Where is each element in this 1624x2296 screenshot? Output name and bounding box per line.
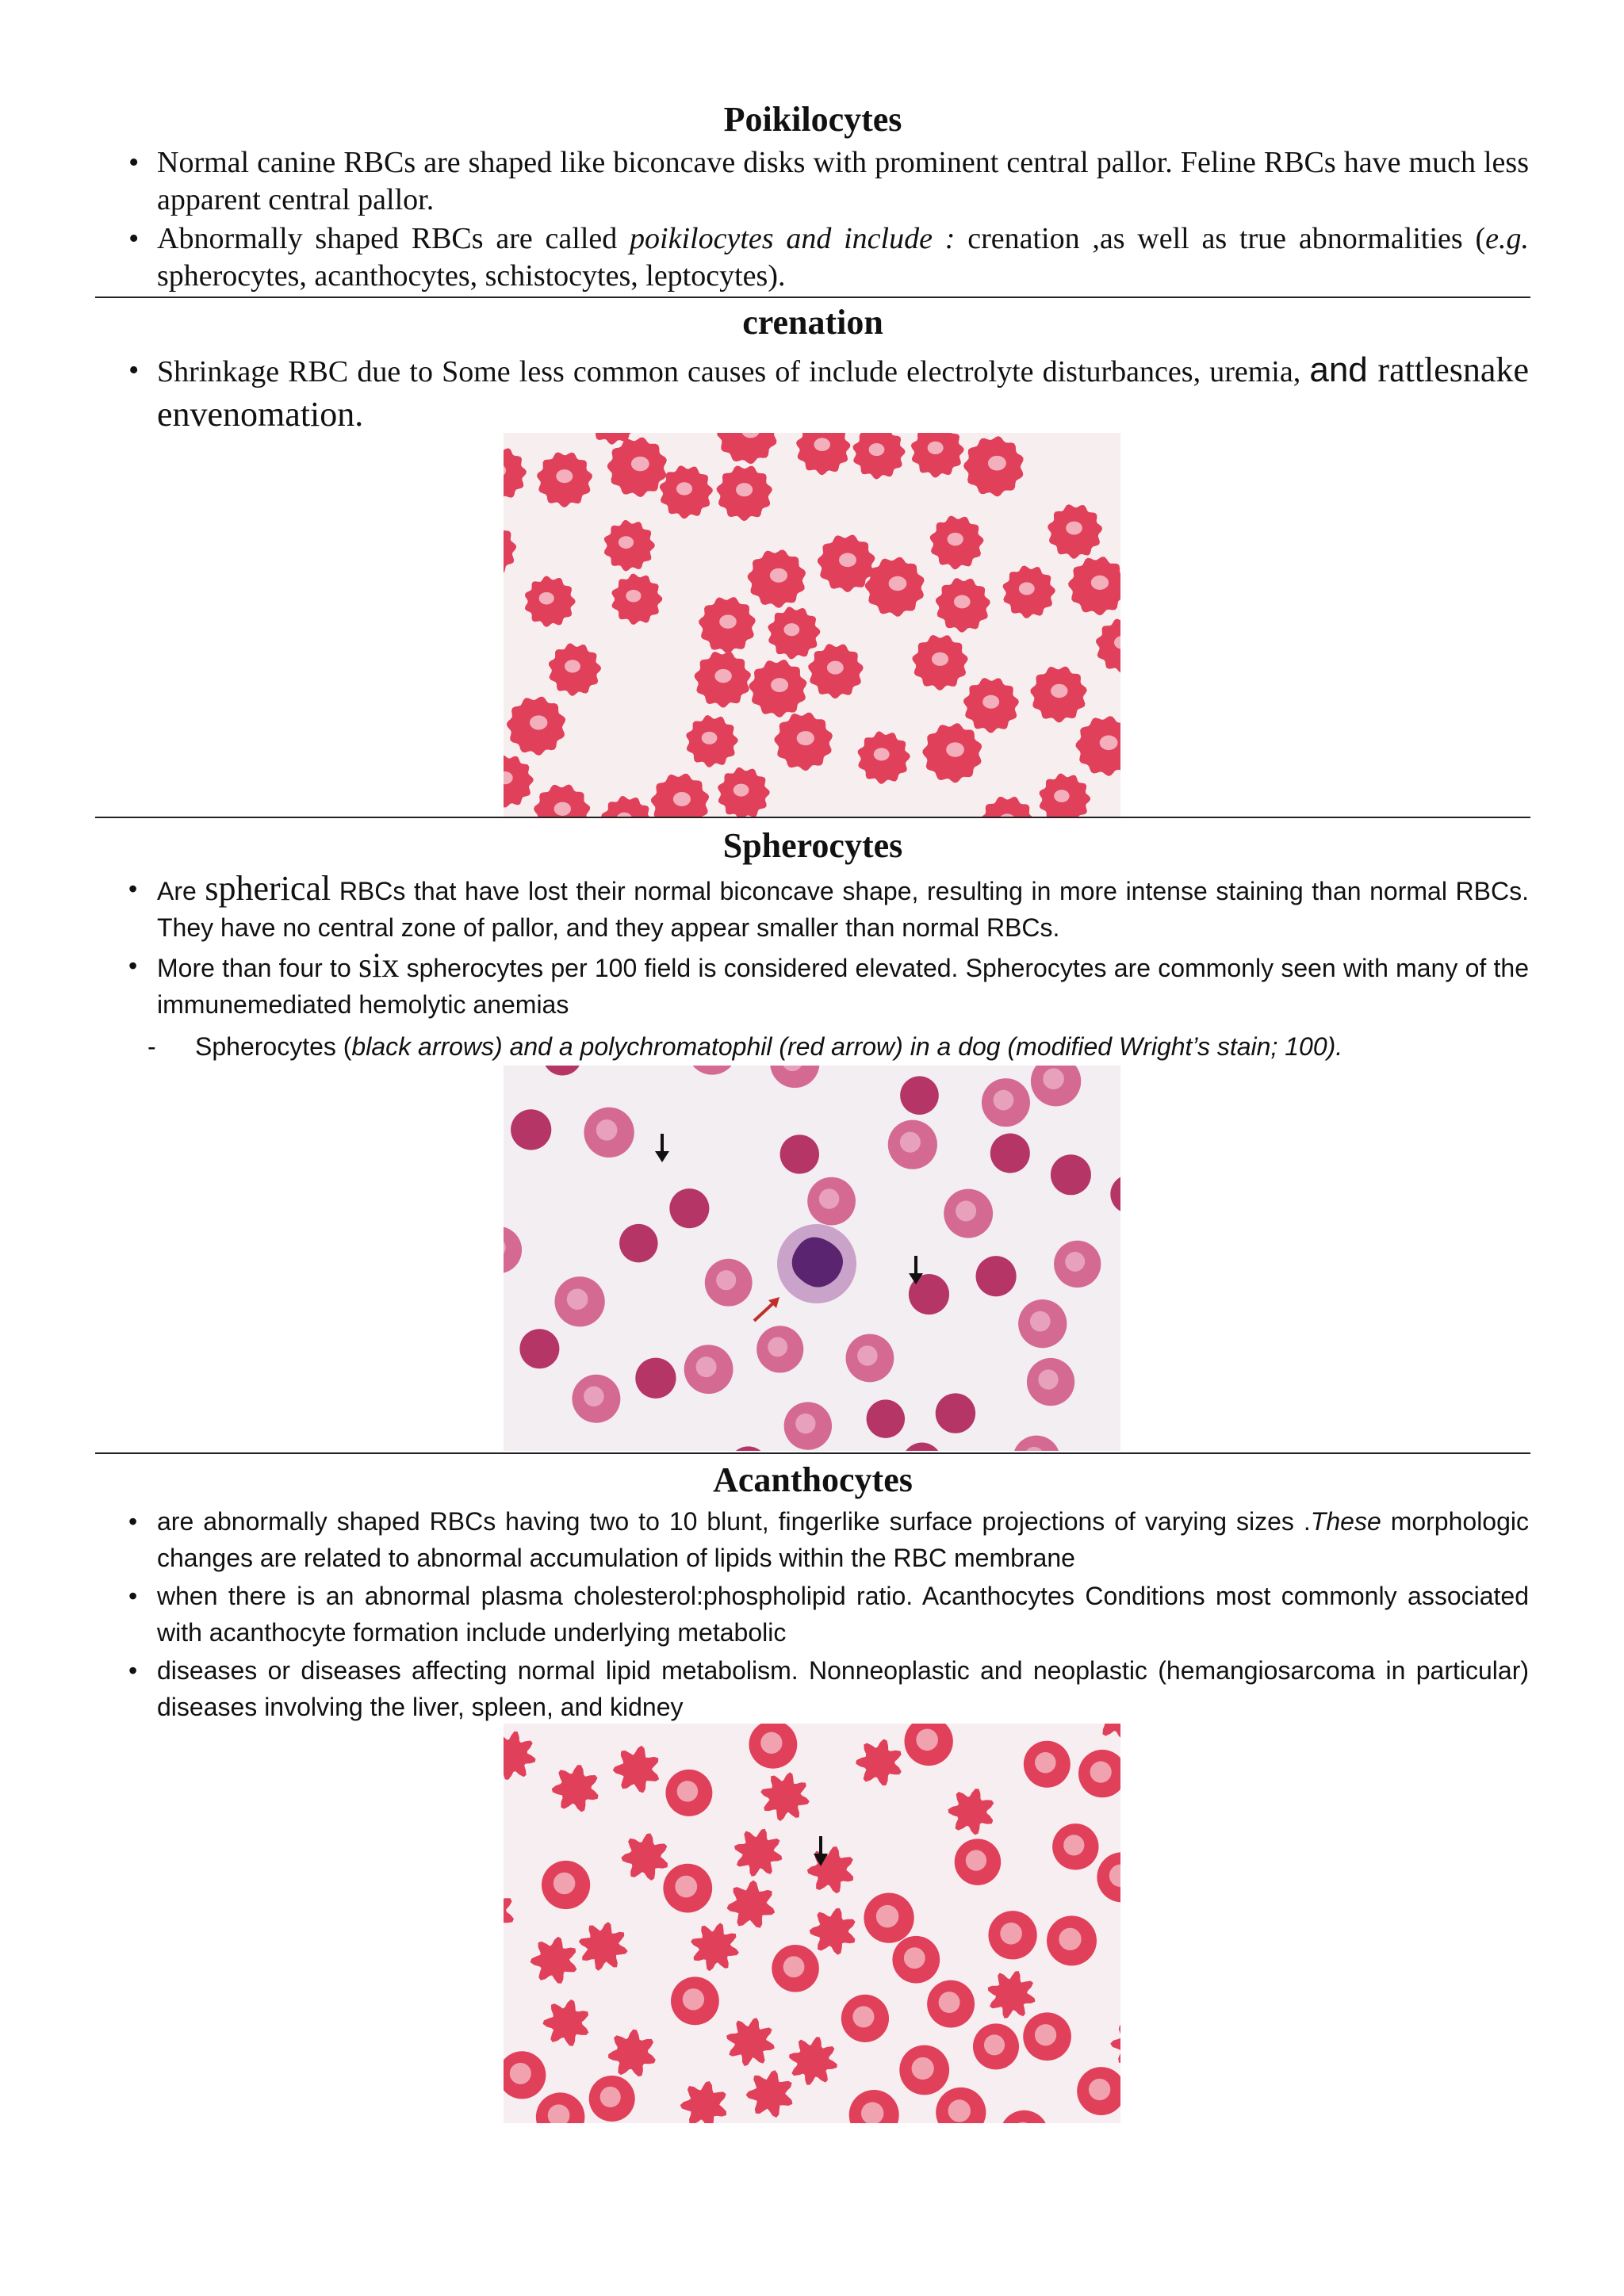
- spherocytes-caption: - Spherocytes (black arrows) and a polychromatophil (red arrow) in a dog (modified Wright’s stain; 100).: [147, 1032, 1343, 1061]
- list-item: • Normal canine RBCs are shaped like biconcave disks with prominent central pallor. Feline RBCs have much less apparent central pallor.: [127, 144, 1529, 219]
- rbc: [511, 1109, 551, 1150]
- list-item: • Abnormally shaped RBCs are called poikilocytes and include : crenation ,as well as true abnormalities (e.g. spherocytes, acanthocytes, schistocytes, leptocytes).: [127, 220, 1529, 295]
- rbc: [867, 1399, 905, 1437]
- section-title-acanthocytes: Acanthocytes: [713, 1460, 913, 1499]
- rbc: [619, 1224, 657, 1262]
- list-item: • when there is an abnormal plasma cholesterol:phospholipid ratio. Acanthocytes Conditions most commonly associated with acanthocyte formation include underlying metabolic: [127, 1578, 1529, 1651]
- section-divider: [95, 1452, 1530, 1454]
- rbc: [780, 1135, 819, 1173]
- rbc: [976, 1256, 1017, 1296]
- spherocytes-list: [127, 871, 1529, 1024]
- acanthocytes-list: [127, 1503, 1529, 1727]
- crenated-rbc-image: [504, 433, 1120, 817]
- section-title-poikilocytes: Poikilocytes: [723, 100, 902, 139]
- rbc: [936, 1393, 975, 1433]
- rbc: [1051, 1154, 1091, 1195]
- rbc: [990, 1134, 1030, 1173]
- spherocyte-rbc-image: [504, 1066, 1120, 1451]
- list-item: • are abnormally shaped RBCs having two to 10 blunt, fingerlike surface projections of varying sizes .These morphologic changes are related to abnormal accumulation of lipids within the RBC membrane: [127, 1503, 1529, 1576]
- rbc: [900, 1076, 939, 1115]
- acanthocytes-micrograph: [504, 1724, 1120, 2123]
- poikilocytes-list: [127, 144, 1529, 297]
- rbc: [669, 1188, 709, 1228]
- list-item: • Shrinkage RBC due to Some less common causes of include electrolyte disturbances, uremia, and rattlesnake envenomation.: [127, 349, 1529, 438]
- crenation-list: [127, 349, 1529, 439]
- list-item: • More than four to six spherocytes per 100 field is considered elevated. Spherocytes are commonly seen with many of the immunemediated hemolytic anemias: [127, 947, 1529, 1023]
- spherocytes-micrograph: [504, 1066, 1120, 1451]
- list-item: • diseases or diseases affecting normal lipid metabolism. Nonneoplastic and neoplastic (hemangiosarcoma in particular) diseases involving the liver, spleen, and kidney: [127, 1652, 1529, 1725]
- section-divider: [95, 817, 1530, 818]
- section-divider: [95, 297, 1530, 298]
- rbc: [635, 1358, 676, 1399]
- section-title-crenation: crenation: [742, 303, 883, 342]
- acanthocyte-rbc-image: [504, 1724, 1120, 2123]
- rbc: [519, 1329, 559, 1368]
- list-item: • Are spherical RBCs that have lost their normal biconcave shape, resulting in more intense staining than normal RBCs. They have no central zone of pallor, and they appear smaller than normal RBCs.: [127, 871, 1529, 946]
- crenation-micrograph: [504, 433, 1120, 817]
- section-title-spherocytes: Spherocytes: [722, 826, 903, 865]
